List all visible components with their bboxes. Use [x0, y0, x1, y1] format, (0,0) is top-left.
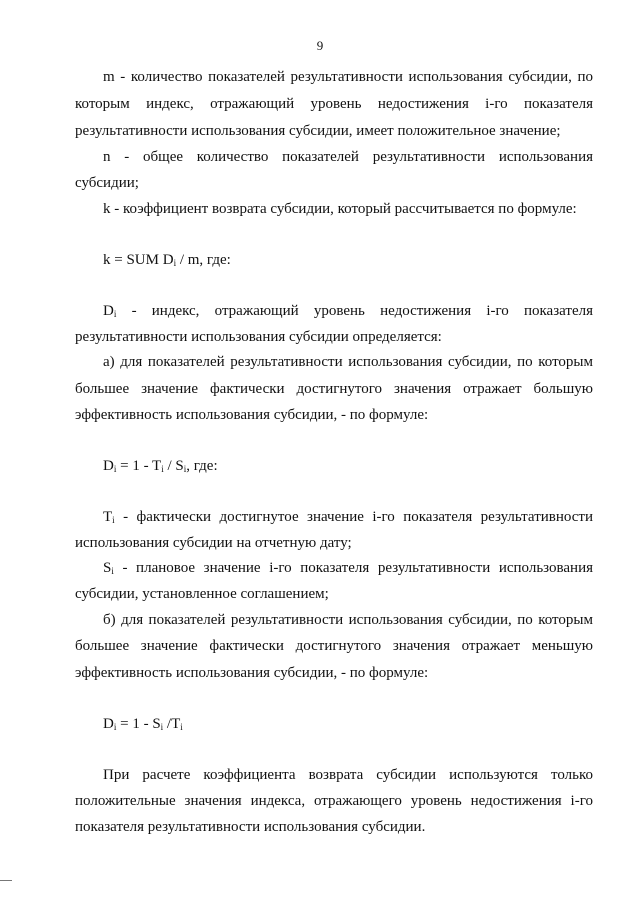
para-final-line-2: положительные значения индекса, отражающего уровень недостижения i-го: [75, 793, 593, 809]
para-t-line-1: $T_i$ - фактически достигнутое значение i-го показателя результативности: [103, 509, 593, 525]
formula-a: $D_i = 1 - T_i / S_i$, где:: [103, 458, 218, 474]
para-t-line-2: использования субсидии на отчетную дату;: [75, 535, 352, 551]
para-final-line-3: показателя результативности использования субсидии.: [75, 819, 426, 835]
formula-b: $D_i = 1 - S_i$ $/T_i$: [103, 716, 183, 732]
para-a-line-3: эффективность использования субсидии, - по формуле:: [75, 407, 429, 423]
page-number: 9: [316, 38, 324, 53]
para-final-line-1: При расчете коэффициента возврата субсидии используются только: [103, 767, 593, 783]
para-b-line-2: большее значение фактически достигнутого значения отражает меньшую: [75, 638, 593, 654]
para-m-line-2: которым индекс, отражающий уровень недостижения i-го показателя: [75, 96, 593, 112]
para-k: k - коэффициент возврата субсидии, который рассчитывается по формуле:: [103, 201, 577, 217]
para-b-line-3: эффективность использования субсидии, - по формуле:: [75, 665, 429, 681]
para-b-line-1: б) для показателей результативности использования субсидии, по которым: [103, 612, 593, 628]
para-n-line-1: n - общее количество показателей результативности использования: [103, 149, 593, 165]
para-s-line-2: субсидии, установленное соглашением;: [75, 586, 329, 602]
para-s-line-1: $S_i$ - плановое значение i-го показателя результативности использования: [103, 560, 593, 576]
para-m-line-3: результативности использования субсидии, имеет положительное значение;: [75, 123, 561, 139]
para-n-line-2: субсидии;: [75, 175, 139, 191]
formula-k: k = SUM $D_i$ / m, где:: [103, 252, 231, 268]
para-m-line-1: m - количество показателей результативности использования субсидии, по: [103, 69, 593, 85]
para-d-line-1: $D_i$ - индекс, отражающий уровень недостижения i-го показателя: [103, 303, 593, 319]
margin-mark: [0, 880, 12, 881]
para-a-line-1: а) для показателей результативности использования субсидии, по которым: [103, 354, 593, 370]
para-a-line-2: большее значение фактически достигнутого значения отражает большую: [75, 381, 593, 397]
para-d-line-2: результативности использования субсидии определяется:: [75, 329, 442, 345]
